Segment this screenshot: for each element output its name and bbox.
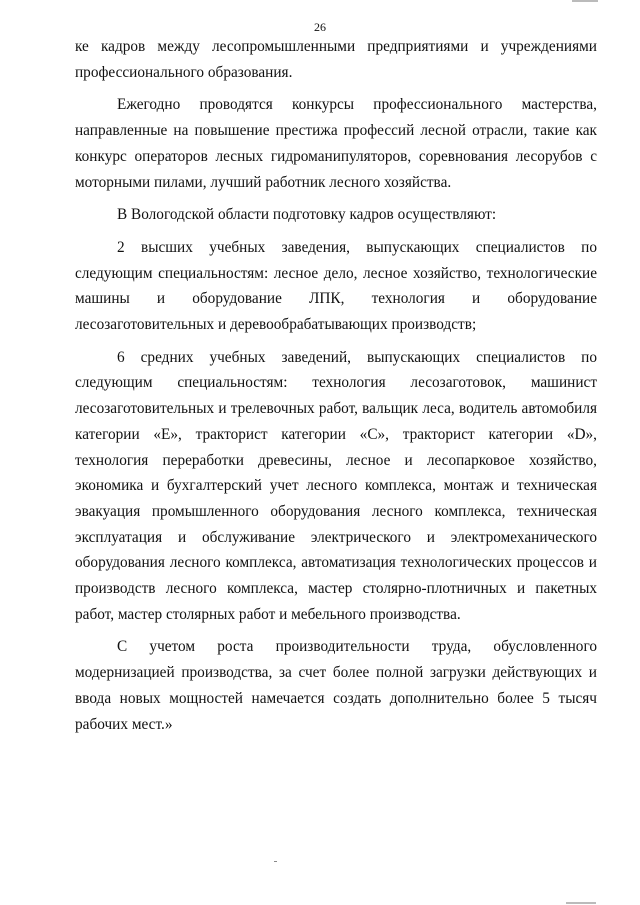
paragraph-training-intro: В Вологодской области подготовку кадров осуществляют: bbox=[117, 206, 497, 224]
paragraph-secondary-education: 6 средних учебных заведений, выпускающих специалистов по следующим специальностям: технология лесозаготовок, машинист лесозаготовительных и трелевочных работ, вальщик леса, водитель автомобиля категории «Е», тракторист категории «С», тракторист категории «D», технология переработки древесины, лесное и лесопарковое хозяйство, экономика и бухгалтерский учет лесного комплекса, монтаж и техническая эвакуация промышленного оборудования лесного комплекса, техническая эксплуатация и обслуживание электрического и электромеханического оборудования лесного комплекса, автоматизация технологических процессов и производств лесного комплекса, мастер столярно-плотничных и пакетных работ, мастер столярных работ и мебельного производства. bbox=[75, 348, 597, 623]
paragraph-competitions: Ежегодно проводятся конкурсы профессионального мастерства, направленные на повышение престижа профессий лесной отрасли, такие как конкурс операторов лесных гидроманипуляторов, соревнования лесорубов с моторными пилами, лучший работник лесного хозяйства. bbox=[75, 96, 597, 191]
body-text bbox=[75, 34, 597, 737]
paragraph-continuation: ке кадров между лесопромышленными предприятиями и учреждениями профессионального образования. bbox=[75, 38, 597, 81]
scan-mark-bottom bbox=[566, 902, 596, 904]
paragraph-higher-education: 2 высших учебных заведения, выпускающих специалистов по следующим специальностям: лесное дело, лесное хозяйство, технологические машины и оборудование ЛПК, технология и оборудование лесозаготовительных и деревообрабатывающих производств; bbox=[75, 238, 597, 334]
paragraph-jobs-outlook: С учетом роста производительности труда, обусловленного модернизацией производства, за счет более полной загрузки действующих и ввода новых мощностей намечается создать дополнительно более 5 тысяч рабочих мест.» bbox=[75, 638, 597, 733]
scan-dot bbox=[274, 861, 277, 862]
page-number: 26 bbox=[314, 20, 326, 34]
scan-mark-top bbox=[572, 0, 598, 2]
